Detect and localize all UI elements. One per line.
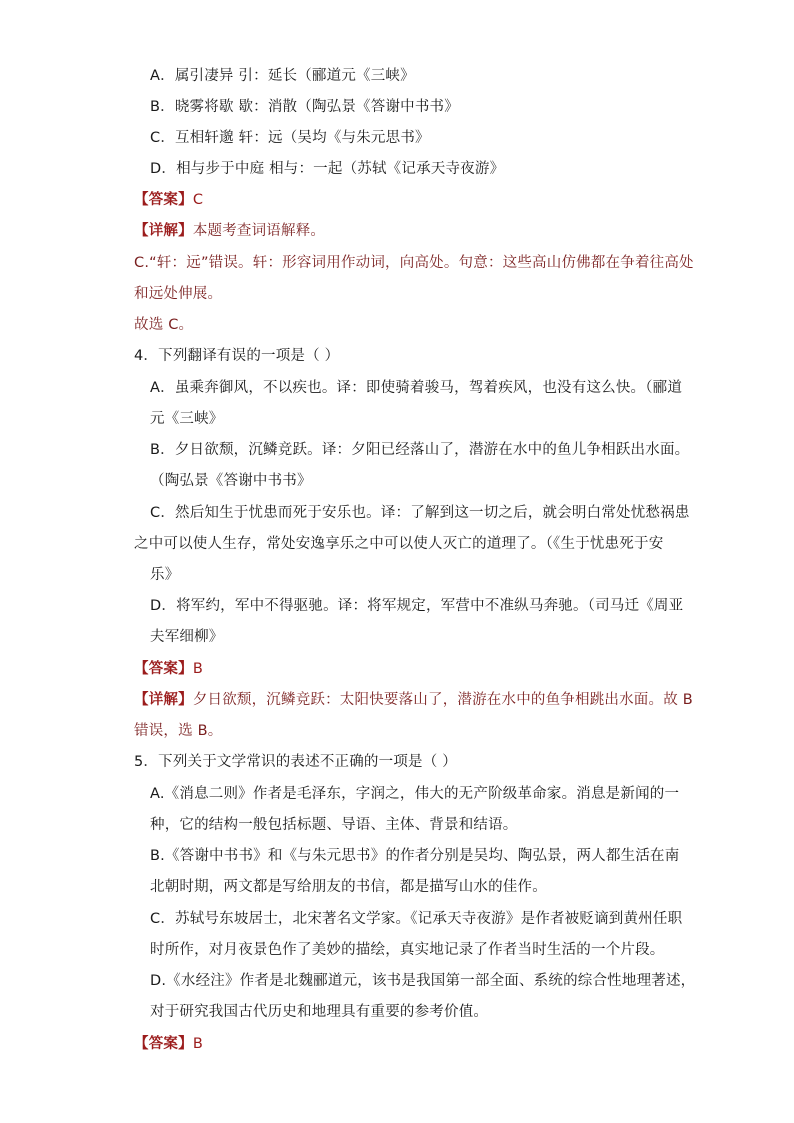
q3-detail-line: 故选 C。	[134, 317, 194, 333]
q4-option-line: 夫军细柳》	[150, 629, 224, 645]
q4-option-line: 乐》	[150, 567, 180, 583]
answer-tag: 【答案】	[134, 661, 193, 677]
q4-option-line: D．将军约，军中不得驱驰。译：将军规定，军营中不准纵马奔驰。（司马迁《周亚	[150, 598, 684, 614]
q4-option-line: C．然后知生于忧患而死于安乐也。译：了解到这一切之后，就会明白常处忧愁祸患	[150, 505, 690, 521]
q5-option-line: D.《水经注》作者是北魏郦道元，该书是我国第一部全面、系统的综合性地理著述，	[150, 973, 696, 989]
answer-value: B	[192, 661, 203, 677]
detail-tag: 【详解】	[134, 223, 193, 239]
detail-tag: 【详解】	[134, 692, 193, 708]
q5-option-line: 时所作，对月夜景色作了美妙的描绘，真实地记录了作者当时生活的一个片段。	[150, 942, 665, 958]
q5-option-line: A.《消息二则》作者是毛泽东，字润之，伟大的无产阶级革命家。消息是新闻的一	[150, 786, 680, 802]
q4-detail-line: 错误，选 B。	[134, 723, 223, 739]
q3-detail-line: 和远处伸展。	[134, 286, 223, 302]
answer-tag: 【答案】	[134, 192, 193, 208]
q4-option-line: 之中可以使人生存，常处安逸享乐之中可以使人灭亡的道理了。（《生于忧患死于安	[134, 536, 664, 552]
q4-option-line: 元《三峡》	[150, 411, 224, 427]
q4-option-line: （陶弘景《答谢中书书》	[150, 473, 312, 489]
q4-option-line: A．虽乘奔御风，不以疾也。译：即使骑着骏马，驾着疾风，也没有这么快。（郦道	[150, 380, 683, 396]
q4-answer	[134, 659, 203, 679]
q3-answer	[134, 190, 203, 210]
q5-option-line: 对于研究我国古代历史和地理具有重要的参考价值。	[150, 1004, 489, 1020]
q5-option-line: B.《答谢中书书》和《与朱元思书》的作者分别是吴均、陶弘景，两人都生活在南	[150, 848, 680, 864]
answer-value: B	[192, 1036, 203, 1052]
q3-option-a: A．属引凄异 引：延长（郦道元《三峡》	[150, 68, 415, 84]
q5-option-line: C．苏轼号东坡居士，北宋著名文学家。《记承天寺夜游》是作者被贬谪到黄州任职	[150, 911, 683, 927]
q4-detail	[134, 690, 693, 710]
answer-value: C	[192, 192, 204, 208]
answer-tag: 【答案】	[134, 1036, 193, 1052]
q3-option-c: C．互相轩邈 轩：远（吴均《与朱元思书》	[150, 130, 430, 146]
q3-option-b: B．晓雾将歇 歇：消散（陶弘景《答谢中书书》	[150, 99, 459, 115]
q5-answer	[134, 1034, 203, 1054]
detail-text: 夕日欲颓，沉鳞竞跃：太阳快要落山了，潜游在水中的鱼争相跳出水面。故 B	[192, 692, 693, 708]
q5-stem: 5．下列关于文学常识的表述不正确的一项是（ ）	[134, 754, 457, 770]
q3-option-d: D．相与步于中庭 相与：一起（苏轼《记承天寺夜游》	[150, 161, 505, 177]
q5-option-line: 北朝时期，两文都是写给朋友的书信，都是描写山水的佳作。	[150, 879, 547, 895]
q5-option-line: 种，它的结构一般包括标题、导语、主体、背景和结语。	[150, 817, 518, 833]
q3-detail-line: C.“轩：远”错误。轩：形容词用作动词，向高处。句意：这些高山仿佛都在争着往高处	[134, 255, 694, 271]
q3-detail	[134, 221, 325, 241]
detail-text: 本题考查词语解释。	[192, 223, 326, 239]
q4-stem: 4．下列翻译有误的一项是（ ）	[134, 348, 340, 364]
q4-option-line: B．夕日欲颓，沉鳞竞跃。译：夕阳已经落山了，潜游在水中的鱼儿争相跃出水面。	[150, 442, 690, 458]
